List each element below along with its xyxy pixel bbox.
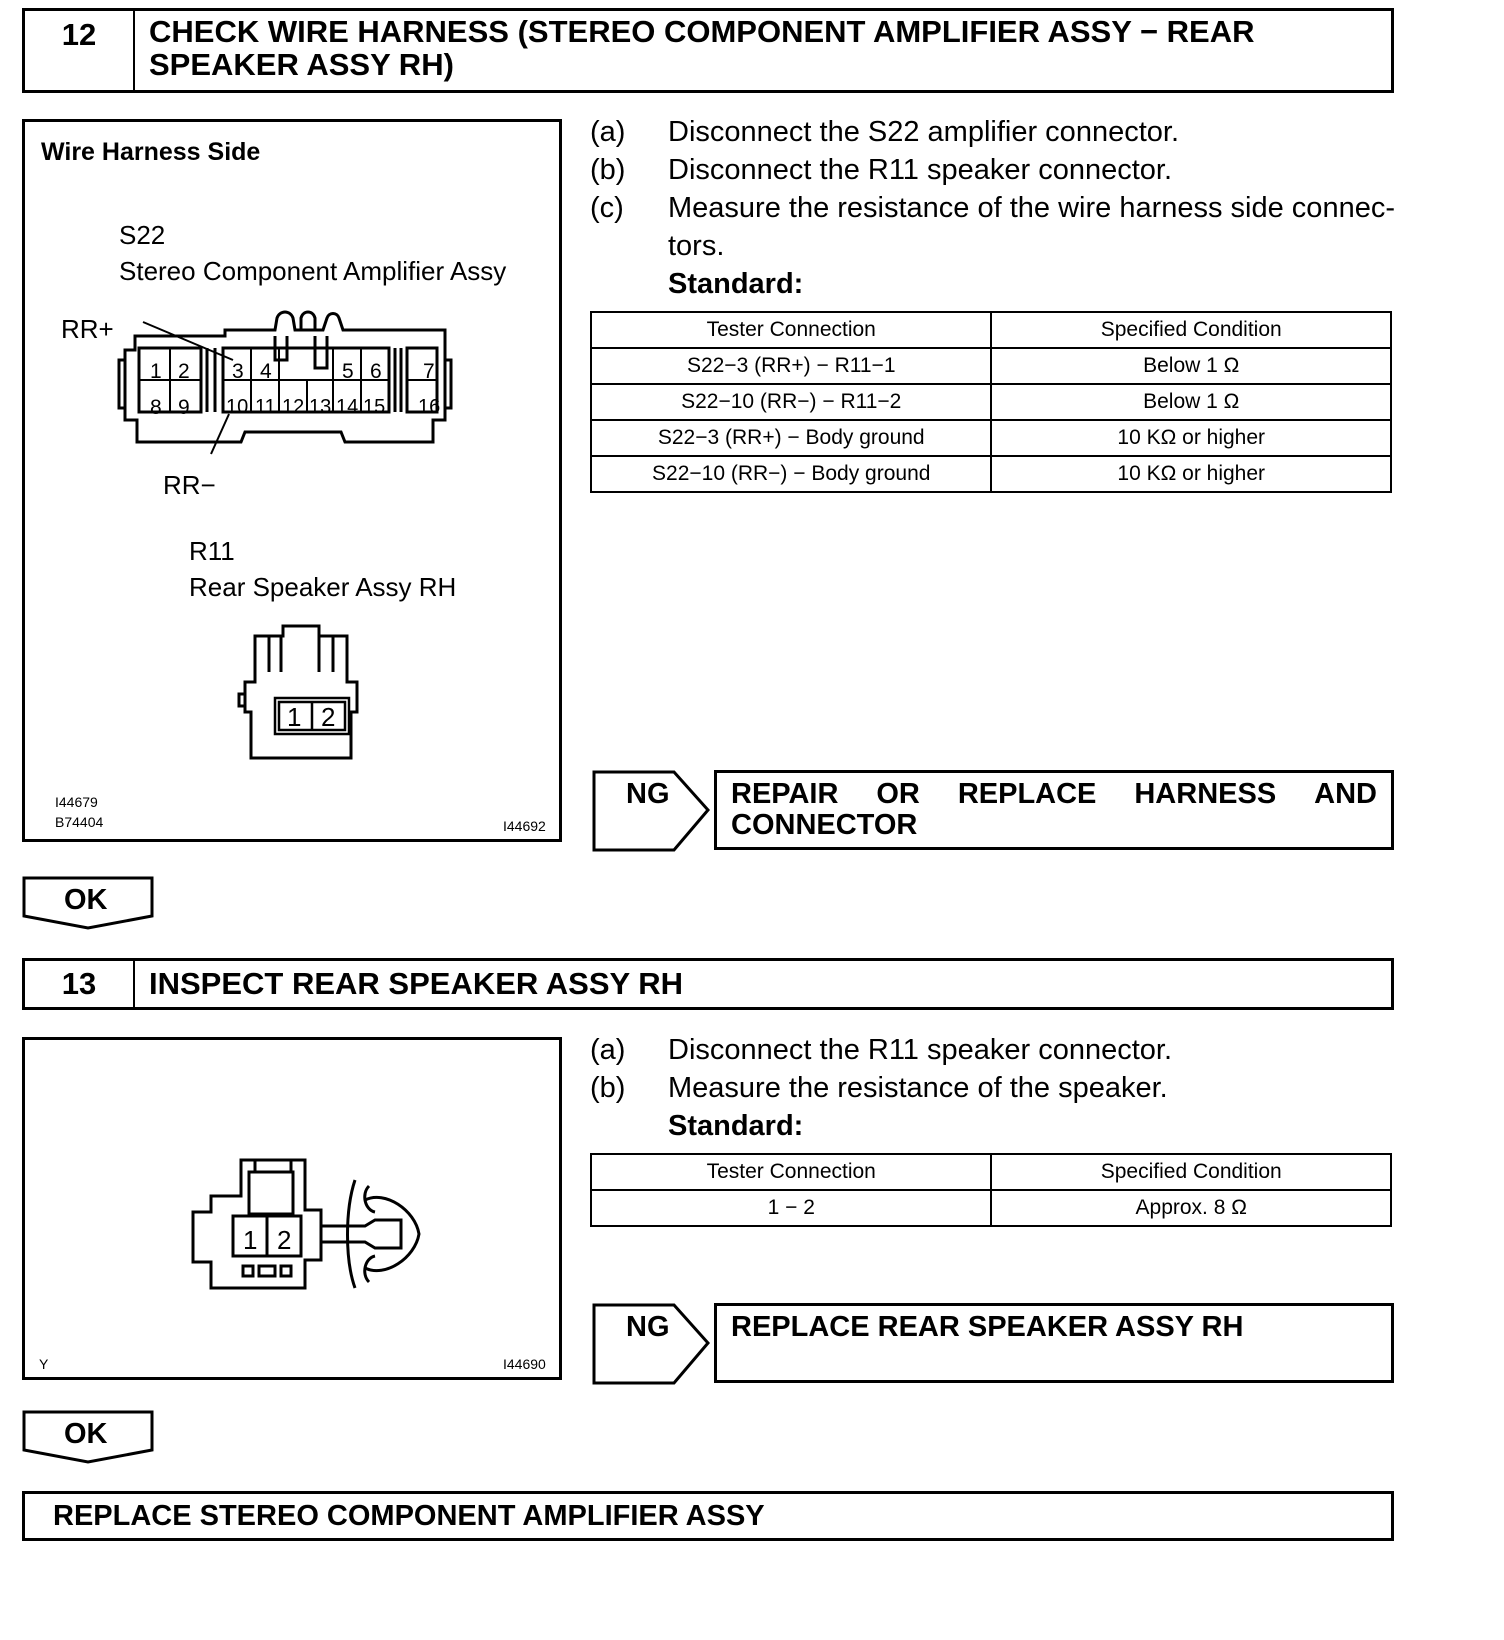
figure-id-c: I44692 — [503, 818, 546, 834]
step-title: INSPECT REAR SPEAKER ASSY RH — [149, 966, 683, 1001]
s22-pin-14: 14 — [336, 396, 359, 418]
step-number: 13 — [25, 961, 135, 1007]
s22-pin-2: 2 — [178, 360, 190, 383]
s22-pin-10: 10 — [226, 396, 249, 418]
table-row — [591, 384, 1391, 420]
final-action-box — [22, 1491, 1394, 1541]
ng-action-word: REPAIR — [731, 778, 839, 810]
standard-label: Standard: — [668, 1110, 804, 1142]
instruction-a-text: Disconnect the S22 amplifier connector. — [668, 116, 1179, 148]
table-header-cell: Tester Connection — [591, 1154, 991, 1190]
ok-label: OK — [64, 1418, 108, 1450]
speaker-figure — [22, 1037, 562, 1380]
table-row — [591, 348, 1391, 384]
s22-pin-5: 5 — [342, 360, 354, 383]
instruction-c-label: (c) — [590, 192, 624, 224]
table-header-row — [591, 1154, 1391, 1190]
table-cell: Approx. 8 Ω — [991, 1190, 1391, 1226]
ng-label: NG — [626, 1311, 670, 1343]
ng-label: NG — [626, 778, 670, 810]
instruction-c-text: Measure the resistance of the wire harness side connec- — [668, 192, 1395, 224]
table-header-cell: Specified Condition — [991, 1154, 1391, 1190]
ng-action-box — [714, 770, 1394, 850]
r11-pin-1: 1 — [287, 702, 302, 732]
ng-action-text: REPLACE REAR SPEAKER ASSY RH — [731, 1311, 1244, 1343]
ng-action-word: HARNESS — [1134, 778, 1277, 810]
instruction-a-text: Disconnect the R11 speaker connector. — [668, 1034, 1173, 1066]
table-cell: Below 1 Ω — [991, 384, 1391, 420]
s22-code: S22 — [119, 220, 166, 250]
table-cell: S22−3 (RR+) − Body ground — [591, 420, 991, 456]
speaker-pin-1: 1 — [243, 1225, 258, 1255]
s22-pin-7: 7 — [423, 360, 435, 383]
s22-pin-16: 16 — [418, 396, 441, 418]
s22-pin-4: 4 — [260, 360, 272, 383]
figure-id-a: I44679 — [55, 794, 98, 810]
r11-name: Rear Speaker Assy RH — [189, 572, 457, 602]
table-header-row — [591, 312, 1391, 348]
s22-pin-15: 15 — [363, 396, 386, 418]
s22-connector-drawing — [115, 308, 475, 458]
table-cell: 10 KΩ or higher — [991, 456, 1391, 492]
instruction-b-text: Measure the resistance of the speaker. — [668, 1072, 1168, 1104]
step-13-instructions — [590, 1030, 1400, 1110]
s22-pin-6: 6 — [370, 360, 382, 383]
r11-pin-2: 2 — [321, 702, 336, 732]
table-cell: S22−10 (RR−) − R11−2 — [591, 384, 991, 420]
table-cell: 10 KΩ or higher — [991, 420, 1391, 456]
s22-name: Stereo Component Amplifier Assy — [119, 256, 507, 286]
s22-pin-9: 9 — [178, 396, 190, 419]
table-row — [591, 456, 1391, 492]
s22-pin-13: 13 — [309, 396, 332, 418]
ng-action-word: REPLACE — [957, 778, 1097, 810]
speaker-connector-drawing — [185, 1150, 435, 1310]
rr-minus-label: RR− — [163, 470, 216, 500]
ng-action-word: OR — [876, 778, 920, 810]
r11-connector-drawing — [235, 622, 375, 772]
step-13-spec-table — [590, 1153, 1392, 1227]
rr-plus-label: RR+ — [61, 314, 114, 344]
s22-pin-12: 12 — [282, 396, 305, 418]
step-12-instructions — [590, 112, 1400, 272]
table-header-cell: Specified Condition — [991, 312, 1391, 348]
ng-action-box — [714, 1303, 1394, 1383]
step-number: 12 — [25, 11, 135, 90]
speaker-pin-2: 2 — [277, 1225, 292, 1255]
step-12-header — [22, 8, 1394, 93]
table-row — [591, 420, 1391, 456]
wire-harness-figure — [22, 119, 562, 842]
standard-label: Standard: — [668, 268, 804, 300]
r11-code: R11 — [189, 536, 235, 566]
ok-label: OK — [64, 884, 108, 916]
ng-action-line-1 — [731, 779, 1377, 810]
table-row — [591, 1190, 1391, 1226]
s22-pin-3: 3 — [232, 360, 244, 383]
table-header-cell: Tester Connection — [591, 312, 991, 348]
step-title — [149, 15, 1381, 81]
figure-heading: Wire Harness Side — [41, 138, 261, 166]
final-action-text: REPLACE STEREO COMPONENT AMPLIFIER ASSY — [53, 1500, 765, 1532]
step-title-line-2: SPEAKER ASSY RH) — [149, 47, 454, 82]
step-12-spec-table — [590, 311, 1392, 493]
instruction-c-text-cont: tors. — [668, 230, 725, 262]
instruction-a-label: (a) — [590, 116, 626, 148]
table-cell: S22−3 (RR+) − R11−1 — [591, 348, 991, 384]
ng-action-word: AND — [1314, 778, 1377, 810]
instruction-b-label: (b) — [590, 1072, 626, 1104]
table-cell: Below 1 Ω — [991, 348, 1391, 384]
instruction-b-text: Disconnect the R11 speaker connector. — [668, 154, 1173, 186]
ng-action-line-2: CONNECTOR — [731, 809, 918, 841]
figure-id-b: B74404 — [55, 814, 104, 830]
s22-pin-8: 8 — [150, 396, 162, 419]
table-cell: S22−10 (RR−) − Body ground — [591, 456, 991, 492]
step-13-header — [22, 958, 1394, 1010]
figure-id-right: I44690 — [503, 1356, 546, 1372]
instruction-b-label: (b) — [590, 154, 626, 186]
s22-pin-11: 11 — [255, 396, 276, 418]
figure-id-left: Y — [39, 1356, 49, 1372]
s22-pin-1: 1 — [150, 360, 162, 383]
table-cell: 1 − 2 — [591, 1190, 991, 1226]
step-title-line-1: CHECK WIRE HARNESS (STEREO COMPONENT AMPLIFIER ASSY − REAR — [149, 14, 1255, 49]
instruction-a-label: (a) — [590, 1034, 626, 1066]
